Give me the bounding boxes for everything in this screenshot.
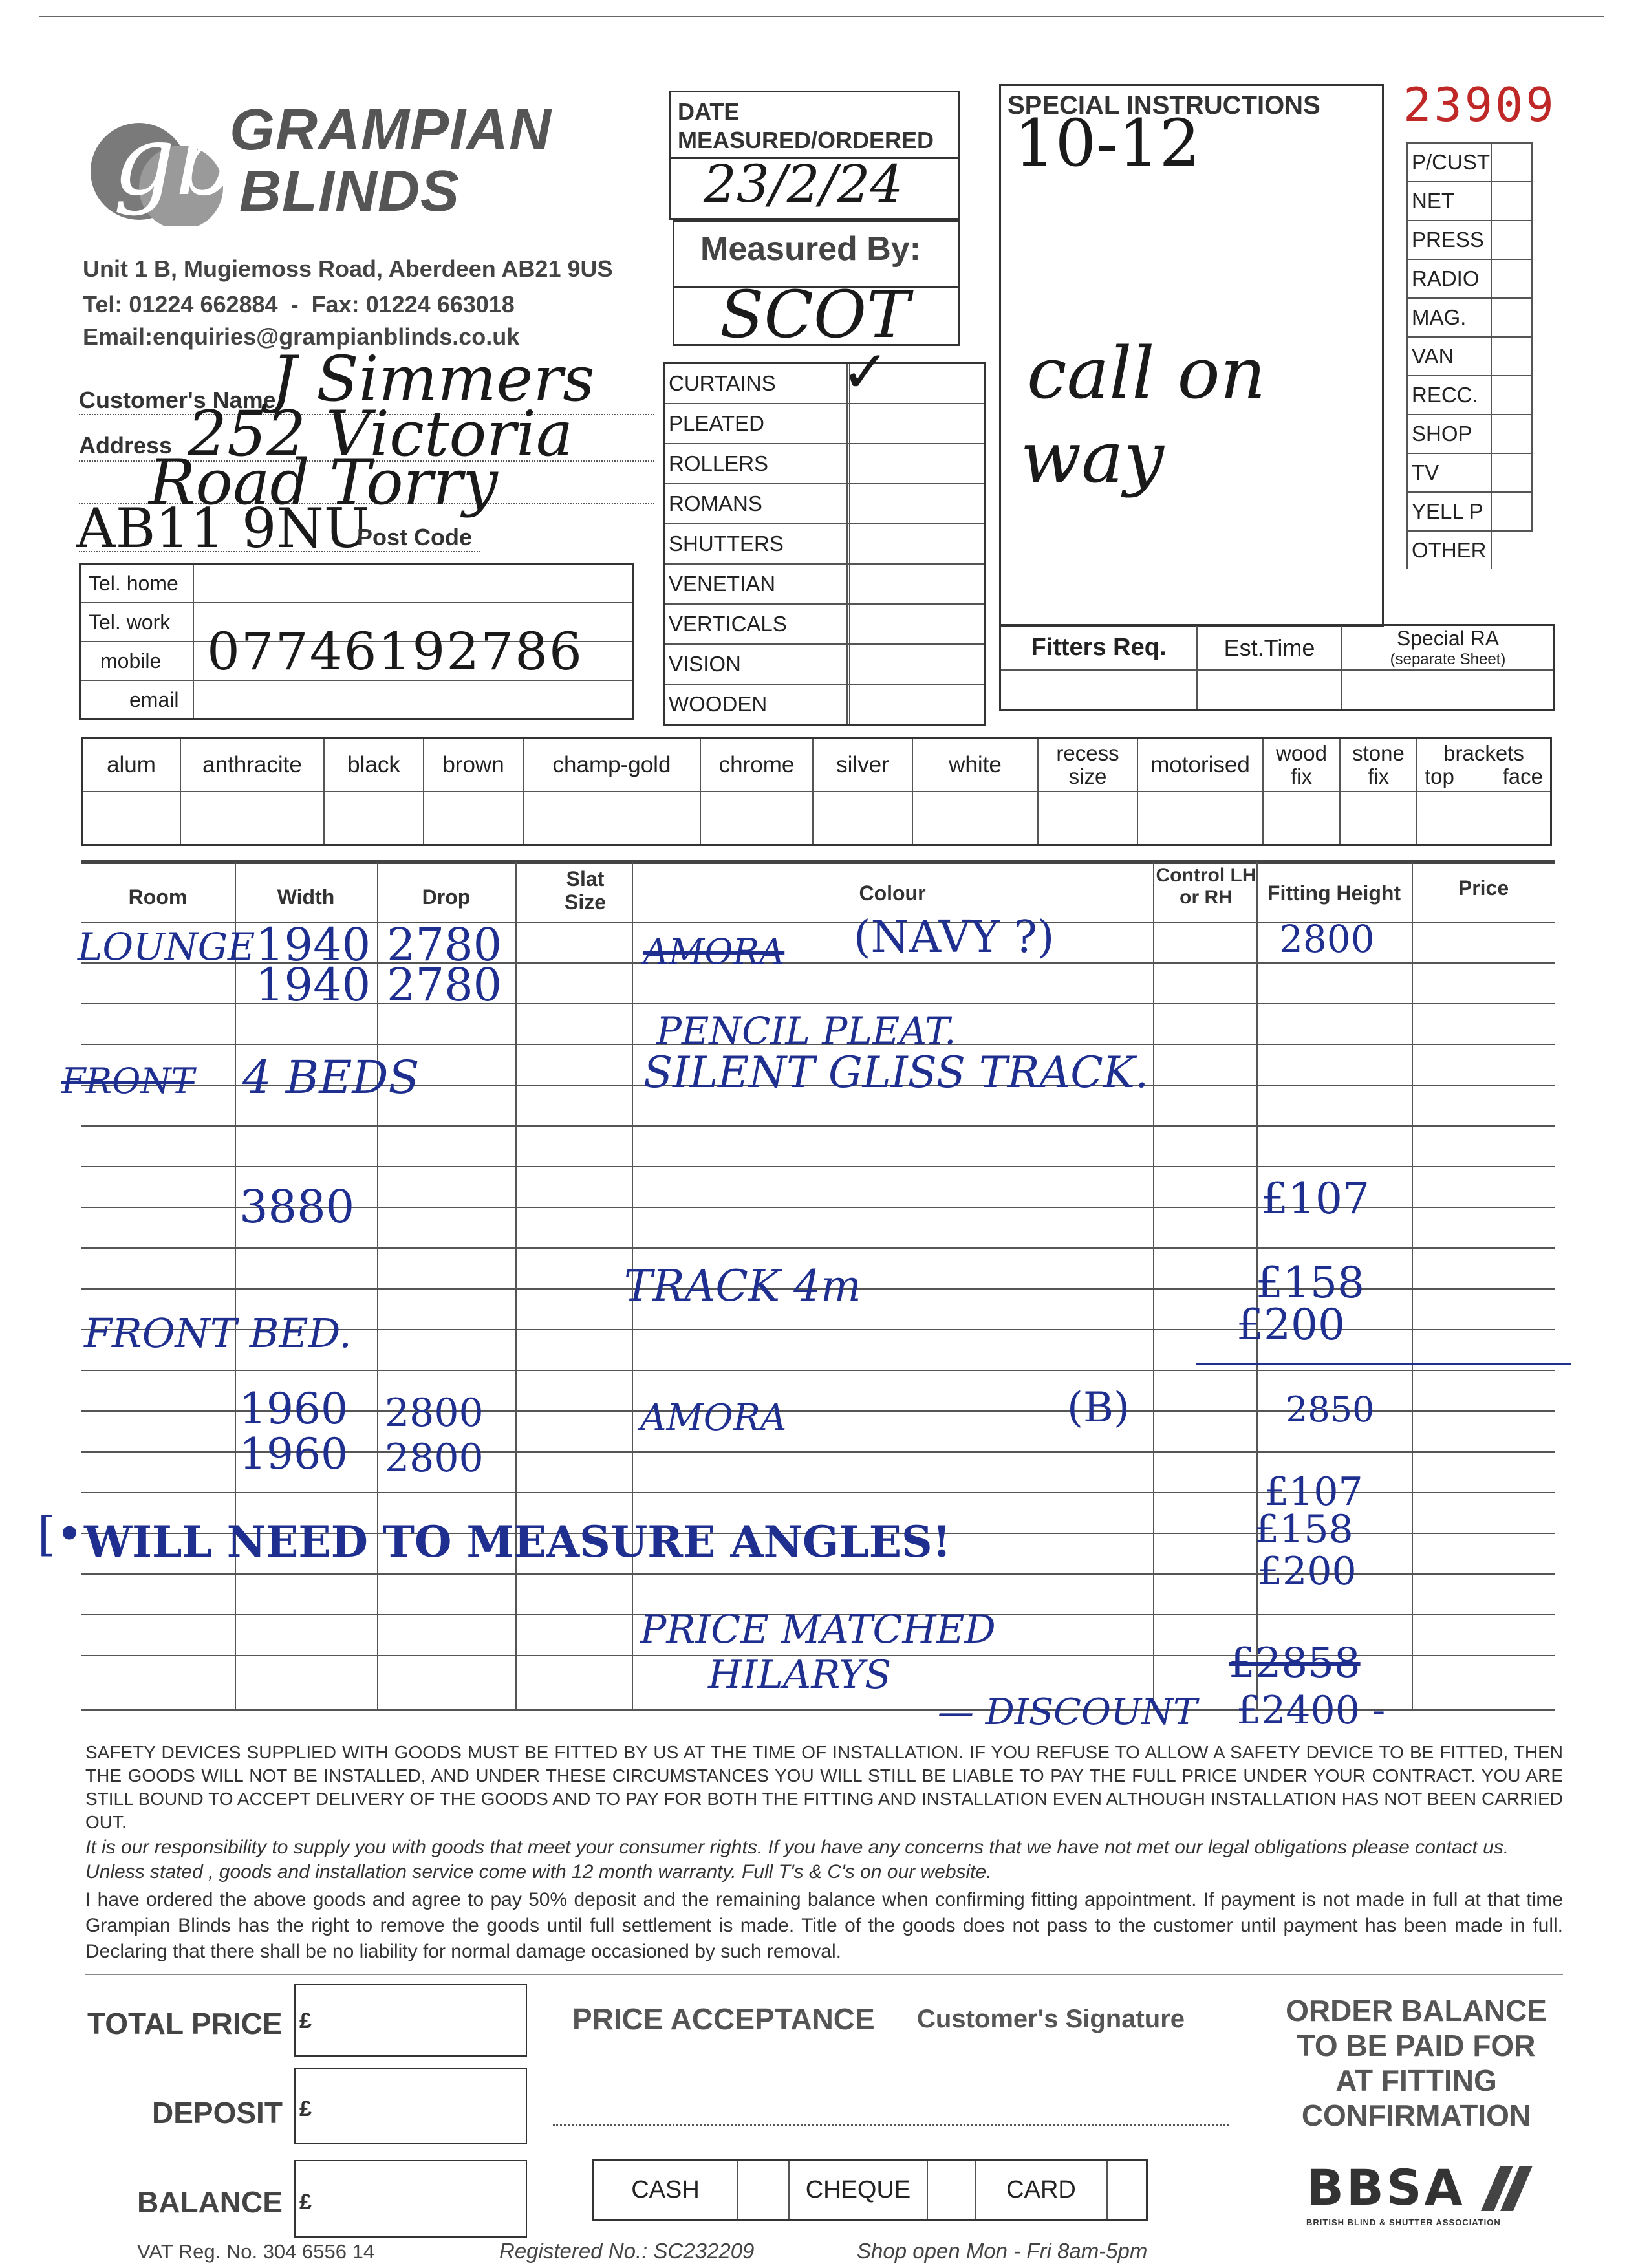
source-tick-box[interactable] xyxy=(1491,298,1532,337)
finish-cell[interactable] xyxy=(180,792,324,845)
payment-cash-checkbox[interactable] xyxy=(738,2160,789,2220)
special-ra-sublabel: (separate Sheet) xyxy=(1390,651,1506,668)
entry-colour[interactable]: SILENT GLISS TRACK. xyxy=(643,1048,1149,1097)
order-header-drop: Drop xyxy=(422,885,471,909)
entry-price[interactable]: £158 xyxy=(1255,1507,1353,1552)
contact-row-email xyxy=(80,680,633,720)
source-label: P/CUST xyxy=(1407,143,1491,182)
source-label: VAN xyxy=(1407,337,1491,376)
entry-price[interactable]: £158 xyxy=(1256,1258,1364,1308)
special-instructions-note-line2[interactable]: way xyxy=(1020,416,1164,499)
source-row[interactable] xyxy=(1407,376,1532,415)
entry-drop[interactable]: 2800 xyxy=(385,1390,484,1436)
finish-cell[interactable] xyxy=(324,792,424,845)
source-tick-box[interactable] xyxy=(1491,492,1532,531)
finish-header-row xyxy=(82,739,1551,792)
finish-cell[interactable] xyxy=(813,792,912,845)
entry-note[interactable]: WILL NEED TO MEASURE ANGLES! xyxy=(84,1517,951,1567)
deposit-currency-symbol: £ xyxy=(299,2097,312,2121)
special-ra-label: Special RA xyxy=(1396,627,1500,650)
finish-cell[interactable] xyxy=(912,792,1038,845)
entry-colour[interactable]: TRACK 4m xyxy=(624,1261,861,1311)
row-line xyxy=(81,1166,1555,1167)
source-tick-box[interactable] xyxy=(1491,453,1532,492)
source-label: YELL P xyxy=(1407,492,1491,531)
entry-fitting-height[interactable]: 2800 xyxy=(1279,917,1375,961)
entry-colour[interactable]: PRICE MATCHED xyxy=(640,1607,996,1652)
product-qty-box[interactable] xyxy=(850,684,986,725)
product-row[interactable] xyxy=(664,684,986,725)
entry-width[interactable]: 1960 xyxy=(239,1429,348,1479)
deposit-field[interactable] xyxy=(294,2068,527,2144)
source-row[interactable] xyxy=(1407,492,1532,531)
order-header-width: Width xyxy=(277,885,335,909)
product-qty-box[interactable] xyxy=(850,564,986,604)
order-header-control: Control LH or RH xyxy=(1156,865,1256,908)
footer-vat: VAT Reg. No. 304 6556 14 xyxy=(137,2240,375,2263)
payment-method-table xyxy=(592,2159,1148,2221)
fitters-req-label: Fitters Req. xyxy=(1000,625,1198,671)
product-row[interactable] xyxy=(664,404,986,444)
entry-colour[interactable]: HILARYS xyxy=(708,1652,892,1698)
product-label: ROLLERS xyxy=(664,444,847,484)
est-time-label: Est.Time xyxy=(1197,625,1342,671)
col-divider xyxy=(235,862,236,1709)
order-number: 23909 xyxy=(1403,78,1557,132)
source-label: PRESS xyxy=(1407,221,1491,259)
finish-cell[interactable] xyxy=(700,792,813,845)
product-row[interactable] xyxy=(664,564,986,604)
entry-colour[interactable]: PENCIL PLEAT. xyxy=(656,1009,956,1053)
order-header-colour: Colour xyxy=(859,881,926,905)
source-label: SHOP xyxy=(1407,415,1491,453)
balance-currency-symbol: £ xyxy=(299,2190,312,2214)
payment-method-row xyxy=(593,2160,1147,2220)
brackets-header xyxy=(1417,739,1551,792)
entry-colour[interactable]: AMORA xyxy=(640,1397,787,1439)
footer-hours: Shop open Mon - Fri 8am-5pm xyxy=(857,2239,1148,2263)
fitters-table xyxy=(999,624,1555,711)
product-label: WOODEN xyxy=(664,684,847,725)
entry-control[interactable]: (B) xyxy=(1067,1384,1130,1432)
bbsa-tagline: BRITISH BLIND & SHUTTER ASSOCIATION xyxy=(1306,2218,1501,2227)
tel-work-label: Tel. work xyxy=(80,603,194,642)
product-qty-box[interactable] xyxy=(850,524,986,564)
price-acceptance-title: PRICE ACCEPTANCE xyxy=(572,2002,875,2036)
special-instructions-time[interactable]: 10-12 xyxy=(1014,105,1201,181)
order-header-room: Room xyxy=(128,885,188,909)
source-label: RADIO xyxy=(1407,259,1491,298)
tel-home-label: Tel. home xyxy=(80,564,194,603)
source-tick-box[interactable] xyxy=(1491,182,1532,221)
source-row[interactable] xyxy=(1407,415,1532,453)
date-label: DATE MEASURED/ORDERED xyxy=(678,98,934,153)
entry-drop[interactable]: 2800 xyxy=(385,1436,484,1481)
source-row[interactable] xyxy=(1407,337,1532,376)
brackets-label: brackets xyxy=(1443,741,1524,765)
entry-price[interactable]: £2400 - xyxy=(1236,1688,1386,1733)
email-field[interactable] xyxy=(193,680,633,720)
order-balance-line: AT FITTING xyxy=(1335,2064,1497,2097)
payment-cash-label: CASH xyxy=(593,2160,738,2220)
product-label: VISION xyxy=(664,644,847,684)
entry-drop[interactable]: 2780 xyxy=(387,958,502,1011)
col-divider xyxy=(515,862,517,1709)
finish-cell[interactable] xyxy=(1417,792,1551,845)
measured-by-label: Measured By: xyxy=(700,230,921,268)
finish-header: silver xyxy=(813,739,912,792)
measured-by-value[interactable]: SCOT xyxy=(720,277,910,352)
entry-width[interactable]: 1940 xyxy=(255,918,371,971)
source-tick-box[interactable] xyxy=(1491,531,1532,569)
finish-header: anthracite xyxy=(180,739,324,792)
source-label: RECC. xyxy=(1407,376,1491,415)
date-box xyxy=(669,91,960,220)
entry-width[interactable]: 4 BEDS xyxy=(242,1051,420,1104)
gb-logo-icon xyxy=(78,97,226,226)
fitters-req-field[interactable] xyxy=(1000,670,1198,711)
total-price-label: TOTAL PRICE xyxy=(87,2007,283,2040)
company-name-line1: GRAMPIAN xyxy=(230,98,552,162)
product-label: VERTICALS xyxy=(664,604,847,644)
product-row[interactable] xyxy=(664,644,986,684)
source-label: MAG. xyxy=(1407,298,1491,337)
payment-card-checkbox[interactable] xyxy=(1107,2160,1147,2220)
finish-cell[interactable] xyxy=(1340,792,1417,845)
entry-room[interactable]: LOUNGE xyxy=(78,925,255,969)
bbsa-logo xyxy=(1306,2159,1539,2234)
source-tick-box[interactable] xyxy=(1491,143,1532,182)
special-ra-field[interactable] xyxy=(1342,670,1555,711)
payment-cheque-checkbox[interactable] xyxy=(927,2160,975,2220)
special-instructions-box xyxy=(999,84,1384,627)
entry-price[interactable]: £2858 xyxy=(1229,1639,1361,1687)
product-label: PLEATED xyxy=(664,404,847,444)
source-row[interactable] xyxy=(1407,298,1532,337)
order-balance-line: TO BE PAID FOR xyxy=(1297,2029,1536,2062)
source-tick-box[interactable] xyxy=(1491,221,1532,259)
postcode-label: Post Code xyxy=(357,524,473,550)
product-row[interactable] xyxy=(664,363,986,404)
entry-room[interactable]: FRONT xyxy=(61,1061,195,1101)
postcode-value[interactable]: AB11 9NU xyxy=(76,497,370,560)
product-qty-box[interactable] xyxy=(850,644,986,684)
order-header-price: Price xyxy=(1458,876,1509,900)
source-row[interactable] xyxy=(1407,531,1532,569)
customer-name-label: Customer's Name xyxy=(79,387,276,413)
entry-colour-note[interactable]: (NAVY ?) xyxy=(854,912,1055,963)
source-tick-box[interactable] xyxy=(1491,415,1532,453)
terms-safety: SAFETY DEVICES SUPPLIED WITH GOODS MUST BE FITTED BY US AT THE TIME OF INSTALLATION. IF YOU REFUSE TO ALLOW A SAFETY DEVICE TO BE FITTED, THEN THE GOODS WILL NOT BE INSTALLED, AND UNDER THESE CIRCUMSTANCES YOU WILL STILL BE LIABLE TO PAY THE FULL PRICE UNDER YOUR CONTRACT. YOU ARE STILL BOUND TO ACCEPT DELIVERY OF THE GOODS AND TO PAY FOR BOTH THE FITTING AND INSTALLATION EVEN ALTHOUGH INSTALLATION HAS NOT BEEN CARRIED OUT. xyxy=(85,1742,1563,1832)
source-row[interactable] xyxy=(1407,453,1532,492)
company-logo xyxy=(78,97,226,226)
finish-cell[interactable] xyxy=(1137,792,1263,845)
special-instructions-note-line1[interactable]: call on xyxy=(1027,332,1266,415)
company-phone: Tel: 01224 662884 - Fax: 01224 663018 xyxy=(83,291,515,318)
company-name-line2: BLINDS xyxy=(239,159,460,224)
col-divider xyxy=(1153,862,1154,1709)
company-email: Email:enquiries@grampianblinds.co.uk xyxy=(83,323,520,350)
contact-row-mobile xyxy=(80,642,633,680)
finish-cell[interactable] xyxy=(523,792,700,845)
top-rule xyxy=(39,16,1604,17)
entry-colour[interactable]: AMORA xyxy=(643,931,785,972)
col-divider xyxy=(1412,862,1413,1709)
product-type-table xyxy=(663,338,986,726)
special-instructions-label: SPECIAL INSTRUCTIONS xyxy=(1008,91,1320,120)
source-tick-box[interactable] xyxy=(1491,259,1532,298)
brackets-face-label: face xyxy=(1502,764,1543,788)
balance-label: BALANCE xyxy=(137,2185,283,2219)
source-label: OTHER xyxy=(1407,531,1491,569)
source-row[interactable] xyxy=(1407,259,1532,298)
entry-room[interactable]: FRONT BED. xyxy=(84,1310,352,1357)
special-ra-cell xyxy=(1342,625,1555,671)
source-label: TV xyxy=(1407,453,1491,492)
source-tick-box[interactable] xyxy=(1491,337,1532,376)
order-header-fitting-height: Fitting Height xyxy=(1267,881,1401,905)
row-line xyxy=(81,1247,1555,1249)
price-acceptance-subtitle: Customer's Signature xyxy=(917,2005,1185,2033)
payment-cheque-label: CHEQUE xyxy=(789,2160,927,2220)
contact-row-home xyxy=(80,564,633,603)
product-row[interactable] xyxy=(664,444,986,484)
est-time-field[interactable] xyxy=(1197,670,1342,711)
entry-price[interactable]: £200 xyxy=(1236,1300,1345,1350)
deposit-label: DEPOSIT xyxy=(152,2096,283,2130)
source-label: NET xyxy=(1407,182,1491,221)
product-label: SHUTTERS xyxy=(664,524,847,564)
mobile-label: mobile xyxy=(80,642,194,680)
total-currency-symbol: £ xyxy=(299,2009,312,2033)
finish-cell[interactable] xyxy=(1038,792,1137,845)
entry-fitting-height[interactable]: 2850 xyxy=(1286,1389,1375,1430)
address-label: Address xyxy=(79,432,173,459)
finish-value-row xyxy=(82,792,1551,845)
entry-width[interactable]: 1940 xyxy=(255,958,371,1011)
finish-header: champ-gold xyxy=(523,739,700,792)
entry-width[interactable]: 1960 xyxy=(239,1384,348,1434)
product-label: CURTAINS xyxy=(664,363,847,404)
contact-table xyxy=(79,563,634,720)
fitters-header-row xyxy=(1000,625,1555,671)
finish-header: motorised xyxy=(1137,739,1263,792)
address-line2-value[interactable]: Road Torry xyxy=(149,446,498,519)
finish-cell[interactable] xyxy=(82,792,181,845)
product-qty-box[interactable] xyxy=(850,444,986,484)
product-qty-box[interactable] xyxy=(850,484,986,524)
finish-header: black xyxy=(324,739,424,792)
mobile-field[interactable] xyxy=(193,621,633,682)
finish-header: brown xyxy=(424,739,523,792)
subtotal-rule xyxy=(1196,1363,1571,1365)
balance-field[interactable] xyxy=(294,2160,527,2238)
terms-payment: I have ordered the above goods and agree to pay 50% deposit and the remaining balance when confirming fitting appointment. If payment is not made in full at that time Grampian Blinds has the right to remove the goods until full settlement is made. Title of the goods does not pass to the customer until payment has been made in full. Declaring that there shall be no liability for normal damage occasioned by such removal. xyxy=(85,1889,1563,1962)
source-row[interactable] xyxy=(1407,182,1532,221)
source-row[interactable] xyxy=(1407,221,1532,259)
payment-card-label: CARD xyxy=(975,2160,1107,2220)
entry-price[interactable]: £107 xyxy=(1264,1469,1363,1515)
order-header-slat: Slat Size xyxy=(564,867,607,914)
brackets-top-label: top xyxy=(1425,764,1454,788)
customer-name-value[interactable]: J Simmers xyxy=(272,343,595,415)
date-value[interactable]: 23/2/24 xyxy=(704,154,903,214)
source-row[interactable] xyxy=(1407,143,1532,182)
check-icon: ✓ xyxy=(841,338,890,406)
company-address: Unit 1 B, Mugiemoss Road, Aberdeen AB21 9US xyxy=(83,255,613,282)
entry-width[interactable]: 3880 xyxy=(239,1180,355,1233)
product-row[interactable] xyxy=(664,484,986,524)
entry-price[interactable]: £107 xyxy=(1261,1174,1370,1224)
finish-header: white xyxy=(912,739,1038,792)
finish-header: chrome xyxy=(700,739,813,792)
entry-colour[interactable]: — DISCOUNT xyxy=(938,1691,1198,1733)
measured-by-box xyxy=(673,220,960,352)
bbsa-logo-text: BBSA xyxy=(1306,2159,1465,2216)
source-tick-box[interactable] xyxy=(1491,376,1532,415)
product-label: ROMANS xyxy=(664,484,847,524)
product-row[interactable] xyxy=(664,604,986,644)
order-balance-note xyxy=(1248,1993,1584,2133)
fitters-value-row xyxy=(1000,670,1555,711)
col-divider xyxy=(377,862,378,1709)
order-balance-line: ORDER BALANCE xyxy=(1286,1994,1547,2027)
finish-header: wood fix xyxy=(1263,739,1340,792)
terms-rights: It is our responsibility to supply you with goods that meet your consumer rights. If you have any concerns that we have not met our legal obligations please contact us. Unless stated , goods and installation service come with 12 month warranty. Full T's & C's on our website. xyxy=(85,1837,1509,1883)
entry-drop[interactable]: 2780 xyxy=(387,918,502,971)
row-line xyxy=(81,1370,1555,1371)
product-qty-box[interactable] xyxy=(850,604,986,644)
entry-note-bullet: [• xyxy=(38,1507,83,1561)
product-qty-box[interactable] xyxy=(850,404,986,444)
bbsa-chevron-icon xyxy=(1481,2166,1539,2211)
product-row[interactable] xyxy=(664,524,986,564)
row-line xyxy=(81,1125,1555,1127)
product-label: VENETIAN xyxy=(664,564,847,604)
terms-bottom-rule xyxy=(85,1974,1563,1975)
finish-header: stone fix xyxy=(1340,739,1417,792)
logo-letters: gb xyxy=(113,105,226,217)
finish-table xyxy=(81,737,1552,846)
product-tick-box[interactable] xyxy=(841,338,890,406)
finish-cell[interactable] xyxy=(424,792,523,845)
address-line1-value[interactable]: 252 Victoria xyxy=(188,398,574,470)
finish-header: recess size xyxy=(1038,739,1137,792)
finish-cell[interactable] xyxy=(1263,792,1340,845)
tel-home-field[interactable] xyxy=(193,564,633,603)
total-price-field[interactable] xyxy=(294,1984,527,2057)
email-label: email xyxy=(80,680,194,720)
mobile-value: 07746192786 xyxy=(207,621,583,682)
entry-price[interactable]: £200 xyxy=(1258,1549,1357,1594)
finish-header: alum xyxy=(82,739,181,792)
footer-registered: Registered No.: SC232209 xyxy=(499,2239,755,2263)
order-balance-line: CONFIRMATION xyxy=(1301,2099,1531,2132)
signature-line[interactable] xyxy=(553,2124,1229,2126)
postcode-dotline xyxy=(79,551,480,552)
